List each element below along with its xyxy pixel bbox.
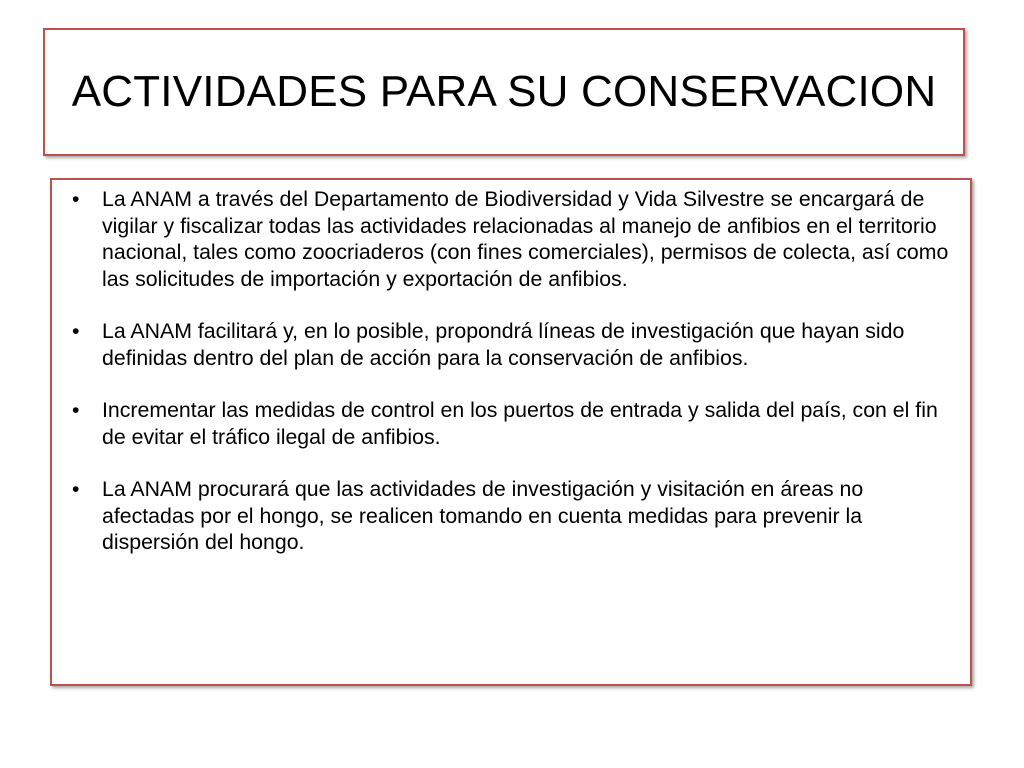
- slide-title: ACTIVIDADES PARA SU CONSERVACION: [71, 67, 937, 116]
- bullet-text: Incrementar las medidas de control en los puertos de entrada y salida del país, con el fin de evitar el tráfico ilegal de anfibios.: [102, 398, 938, 449]
- bullet-item: [68, 397, 950, 450]
- bullet-icon: •: [72, 319, 80, 343]
- bullet-text: La ANAM facilitará y, en lo posible, propondrá líneas de investigación que hayan sido definidas dentro del plan de acción para la conservación de anfibios.: [102, 319, 905, 370]
- content-box: [50, 178, 972, 686]
- bullet-icon: •: [72, 477, 80, 501]
- bullet-item: [68, 476, 950, 556]
- bullet-icon: •: [72, 398, 80, 422]
- bullet-icon: •: [72, 187, 80, 211]
- bullet-text: La ANAM procurará que las actividades de investigación y visitación en áreas no afectadas por el hongo, se realicen tomando en cuenta medidas para prevenir la dispersión del hongo.: [102, 477, 864, 554]
- bullet-item: [68, 186, 950, 292]
- title-box: [43, 28, 965, 156]
- bullet-item: [68, 318, 950, 371]
- bullet-list: [68, 186, 950, 556]
- bullet-text: La ANAM a través del Departamento de Biodiversidad y Vida Silvestre se encargará de vigilar y fiscalizar todas las actividades relacionadas al manejo de anfibios en el territorio nacional, tales como zoocriaderos (con fines comerciales), permisos de colecta, así como las solicitudes de importación y exportación de anfibios.: [102, 187, 949, 291]
